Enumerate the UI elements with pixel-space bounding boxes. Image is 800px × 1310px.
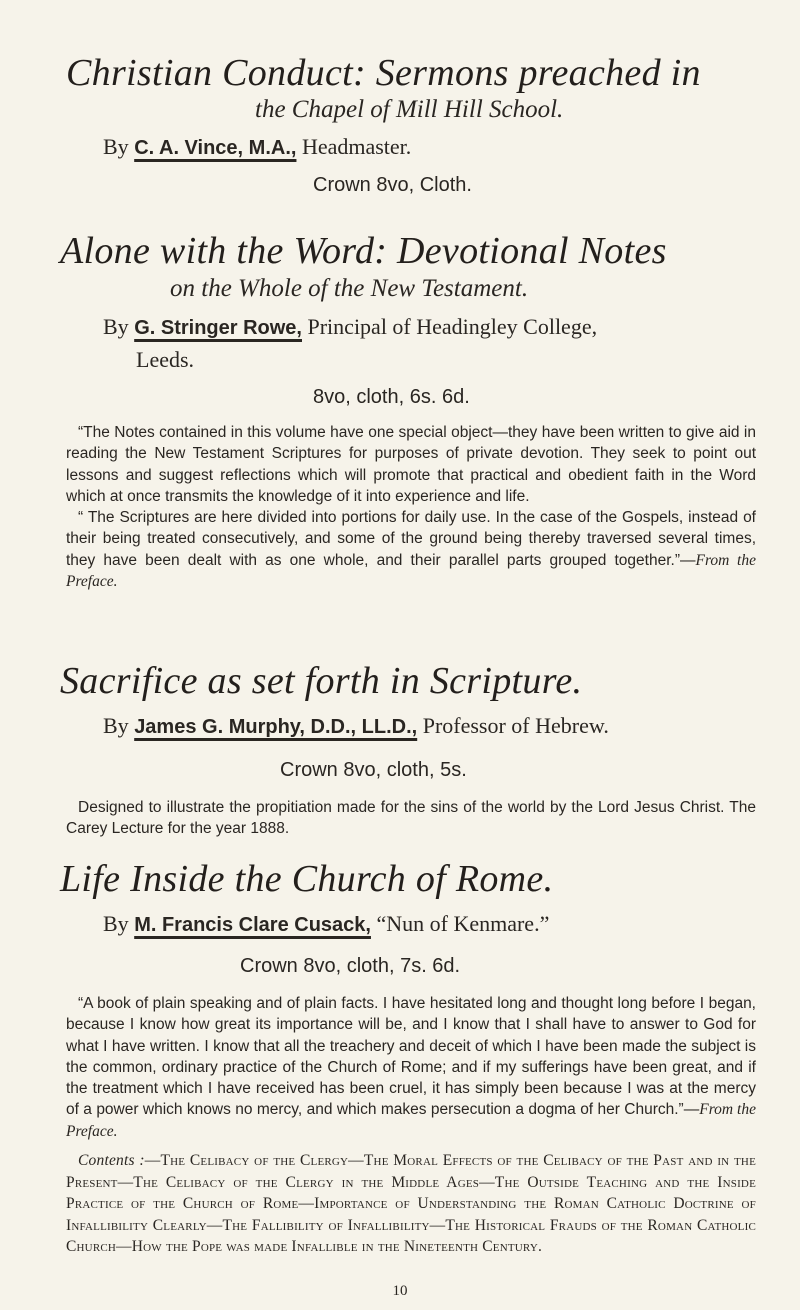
source-citation: From the Preface. <box>66 551 756 591</box>
author-name: James G. Murphy, D.D., LL.D., <box>134 716 418 738</box>
description-paragraph: “ The Scriptures are here divided into portions for daily use. In the case of the Gospels, instead of their being treated consecutively, and some of the ground being thereby traversed several times, they have been dealt with as one whole, and their parallel parts grouped together.”—From the Preface. <box>66 509 756 591</box>
author-role: Principal of Headingley College, <box>307 314 598 339</box>
publication-info: 8vo, cloth, 6s. 6d. <box>313 386 470 408</box>
page-number: 10 <box>392 1283 408 1299</box>
author-role: “Nun of Kenmare.” <box>376 911 550 936</box>
author-role: Professor of Hebrew. <box>422 713 609 738</box>
book-description <box>66 797 756 840</box>
table-of-contents <box>66 1150 756 1258</box>
publication-info: Crown 8vo, cloth, 7s. 6d. <box>240 955 461 977</box>
by-prefix: By <box>103 713 129 738</box>
author-role-line2: Leeds. <box>136 347 195 372</box>
book-title: Life Inside the Church of Rome. <box>60 858 554 900</box>
book-description <box>66 422 756 592</box>
by-prefix: By <box>103 314 129 339</box>
contents-list: —The Celibacy of the Clergy—The Moral Effects of the Celibacy of the Past and in the Present—The Celibacy of the Clergy in the Middle Ages—The Outside Teaching and the Inside Practice of the Church of Rome—Importance of Understanding the Roman Catholic Doctrine of Infallibility Clearly—The Fallibility of Infallibility—The Historical Frauds of the Roman Catholic Church—How the Pope was made Infallible in the Nineteenth Century. <box>66 1152 756 1256</box>
byline <box>0 313 800 342</box>
by-prefix: By <box>103 911 129 936</box>
book-subtitle: the Chapel of Mill Hill School. <box>255 96 564 123</box>
author-name: G. Stringer Rowe, <box>134 317 302 339</box>
book-title: Sacrifice as set forth in Scripture. <box>60 660 583 702</box>
byline <box>0 910 800 939</box>
book-entry-life-inside-church-of-rome <box>0 858 800 1258</box>
book-title: Christian Conduct: Sermons preached in <box>66 52 701 94</box>
book-entry-christian-conduct <box>0 52 800 198</box>
byline <box>0 133 800 162</box>
description-paragraph: “A book of plain speaking and of plain facts. I have hesitated long and thought long before I began, because I know how great its importance will be, and I know that I shall have to answer to God for what I have written. I know that all the treachery and deceit of which I have been made the subject is the common, ordinary practice of the Church of Rome; and if my sufferings have been great, and if the treatment which I have received has been cruel, it has simply been because I was at the mercy of a power which knows no mercy, and which makes persecution a dogma of her Church.”—From the Preface. <box>66 995 756 1140</box>
author-name: M. Francis Clare Cusack, <box>134 914 371 936</box>
author-role: Headmaster. <box>301 134 412 159</box>
book-entry-alone-with-the-word <box>0 230 800 592</box>
byline <box>0 712 800 741</box>
book-title: Alone with the Word: Devotional Notes <box>60 230 667 272</box>
description-paragraph: Designed to illustrate the propitiation made for the sins of the world by the Lord Jesus Christ. The Carey Lecture for the year 1888. <box>66 799 756 838</box>
book-description <box>66 993 756 1142</box>
author-name: C. A. Vince, M.A., <box>134 137 297 159</box>
book-entry-sacrifice <box>0 660 800 840</box>
publication-info: Crown 8vo, cloth, 5s. <box>280 759 467 781</box>
source-citation: From the Preface. <box>66 1101 756 1140</box>
book-subtitle: on the Whole of the New Testament. <box>170 275 529 302</box>
by-prefix: By <box>103 134 129 159</box>
publication-info: Crown 8vo, Cloth. <box>313 174 472 196</box>
contents-label: Contents : <box>78 1152 145 1170</box>
description-paragraph: “The Notes contained in this volume have one special object—they have been written to give aid in reading the New Testament Scriptures for purposes of private devotion. They seek to point out lessons and suggest reflections which will promote that practical and obedient faith in the Word which at once transmits the knowledge of it into experience and life. <box>66 424 756 505</box>
